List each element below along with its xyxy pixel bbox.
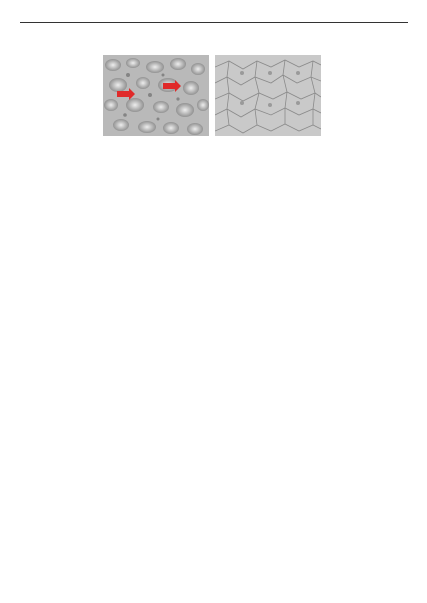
section-224: [20, 503, 408, 513]
fig1-micrograph-infected: [103, 55, 209, 136]
fig1-caption-en: [20, 146, 408, 154]
qpcr-chart-bohv1: [170, 161, 268, 241]
fig2-caption-en: [20, 250, 408, 258]
fig3-caption-en: [20, 445, 408, 453]
qpcr-chart-bohv4: [60, 161, 165, 241]
header-rule: [20, 22, 408, 23]
fig3-caption-cn: [20, 437, 408, 445]
section-223: [20, 459, 408, 469]
fig1-caption-cn: [20, 138, 408, 146]
section-222-line: [20, 267, 408, 277]
section-222: [20, 267, 408, 277]
qpcr-chart-bohv1-svg: [170, 161, 268, 241]
qpcr-chart-bvdv-svg: [275, 161, 373, 241]
section-223-line: [20, 459, 408, 469]
qpcr-chart-bohv4-svg: [60, 161, 165, 241]
fig2-caption-cn: [20, 242, 408, 250]
fig1-micrograph-mock: [215, 55, 321, 136]
section-224-line: [20, 503, 408, 513]
qpcr-chart-bvdv: [275, 161, 373, 241]
